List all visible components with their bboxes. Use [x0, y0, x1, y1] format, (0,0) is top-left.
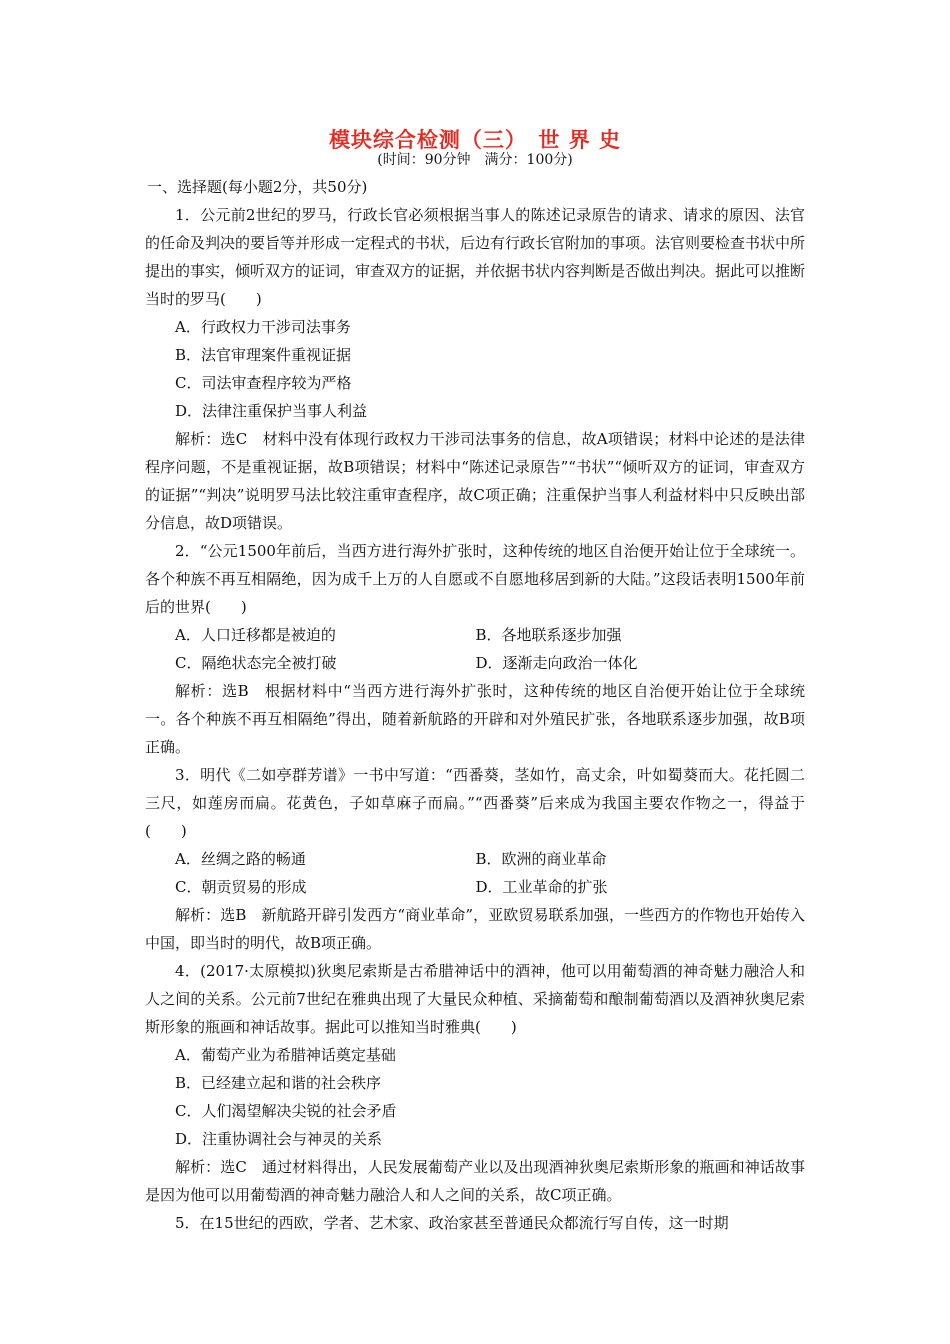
- question-4-option-c: C．人们渴望解决尖锐的社会矛盾: [175, 1102, 397, 1120]
- exam-info: (时间：90分钟 满分：100分): [377, 152, 573, 168]
- page-title: 模块综合检测（三） 世 界 史: [328, 127, 622, 152]
- question-1-stem: 1．公元前2世纪的罗马，行政长官必须根据当事人的陈述记录原告的请求、请求的原因、法官的任命及判决的要旨等并形成一定程式的书状，后边有行政长官附加的事项。法官则要检查书状中所提出的事实，倾听双方的证词，审查双方的证据，并依据书状内容判断是否做出判决。据此可以推断当时的罗马( ): [145, 206, 806, 308]
- question-3-options-row-2: [145, 873, 805, 901]
- question-4-analysis: 解析：选C 通过材料得出，人民发展葡萄产业以及出现酒神狄奥尼索斯形象的瓶画和神话故事是因为他可以用葡萄酒的神奇魅力融洽人和人之间的关系，故C项正确。: [145, 1158, 805, 1204]
- question-2-option-b: B．各地联系逐步加强: [475, 626, 622, 644]
- question-3-option-c: C．朝贡贸易的形成: [175, 878, 307, 896]
- question-4-option-d: D．注重协调社会与神灵的关系: [175, 1130, 383, 1148]
- question-1-option-a: A．行政权力干涉司法事务: [175, 318, 351, 336]
- question-1-option-c: C．司法审查程序较为严格: [175, 374, 352, 392]
- question-3-stem: 3．明代《二如亭群芳谱》一书中写道：“西番葵，茎如竹，高丈余，叶如蜀葵而大。花托圆二三尺，如莲房而扁。花黄色，子如草麻子而扁。”“西番葵”后来成为我国主要农作物之一，得益于( ): [145, 766, 805, 840]
- question-3-analysis: 解析：选B 新航路开辟引发西方“商业革命”，亚欧贸易联系加强，一些西方的作物也开始传入中国，即当时的明代，故B项正确。: [145, 906, 805, 952]
- question-3-option-d: D．工业革命的扩张: [475, 878, 608, 896]
- question-2-options-row-1: [145, 621, 805, 649]
- question-1-option-d: D．法律注重保护当事人利益: [175, 402, 368, 420]
- question-3-options-row-1: [145, 845, 805, 873]
- question-1-analysis: 解析：选C 材料中没有体现行政权力干涉司法事务的信息，故A项错误；材料中论述的是法律程序问题，不是重视证据，故B项错误；材料中“陈述记录原告”“书状”“倾听双方的证词，审查双方的证据”“判决”说明罗马法比较注重审查程序，故C项正确；注重保护当事人利益材料中只反映出部分信息，故D项错误。: [145, 430, 805, 532]
- document-body: [145, 173, 805, 1237]
- question-1-option-b: B．法官审理案件重视证据: [175, 346, 352, 364]
- question-3-option-a: A．丝绸之路的畅通: [175, 850, 306, 868]
- question-2-option-c: C．隔绝状态完全被打破: [175, 654, 337, 672]
- question-4-option-b: B．已经建立起和谐的社会秩序: [175, 1074, 382, 1092]
- question-2-stem: 2．“公元1500年前后，当西方进行海外扩张时，这种传统的地区自治便开始让位于全球统一。各个种族不再互相隔绝，因为成千上万的人自愿或不自愿地移居到新的大陆。”这段话表明1500年前后的世界( ): [145, 542, 805, 616]
- question-2-analysis: 解析：选B 根据材料中“当西方进行海外扩张时，这种传统的地区自治便开始让位于全球统一。各个种族不再互相隔绝”得出，随着新航路的开辟和对外殖民扩张，各地联系逐步加强，故B项正确。: [145, 682, 805, 756]
- question-2-options-row-2: [145, 649, 805, 677]
- question-4-option-a: A．葡萄产业为希腊神话奠定基础: [175, 1046, 396, 1064]
- section-heading: 一、选择题(每小题2分，共50分): [147, 178, 368, 196]
- question-2-option-a: A．人口迁移都是被迫的: [175, 626, 336, 644]
- question-3-option-b: B．欧洲的商业革命: [475, 850, 607, 868]
- question-4-stem: 4．(2017·太原模拟)狄奥尼索斯是古希腊神话中的酒神，他可以用葡萄酒的神奇魅力融洽人和人之间的关系。公元前7世纪在雅典出现了大量民众种植、采摘葡萄和酿制葡萄酒以及酒神狄奥尼索斯形象的瓶画和神话故事。据此可以推知当时雅典( ): [145, 962, 805, 1036]
- question-2-option-d: D．逐渐走向政治一体化: [475, 654, 638, 672]
- question-5-stem: 5．在15世纪的西欧，学者、艺术家、政治家甚至普通民众都流行写自传，这一时期: [175, 1214, 729, 1232]
